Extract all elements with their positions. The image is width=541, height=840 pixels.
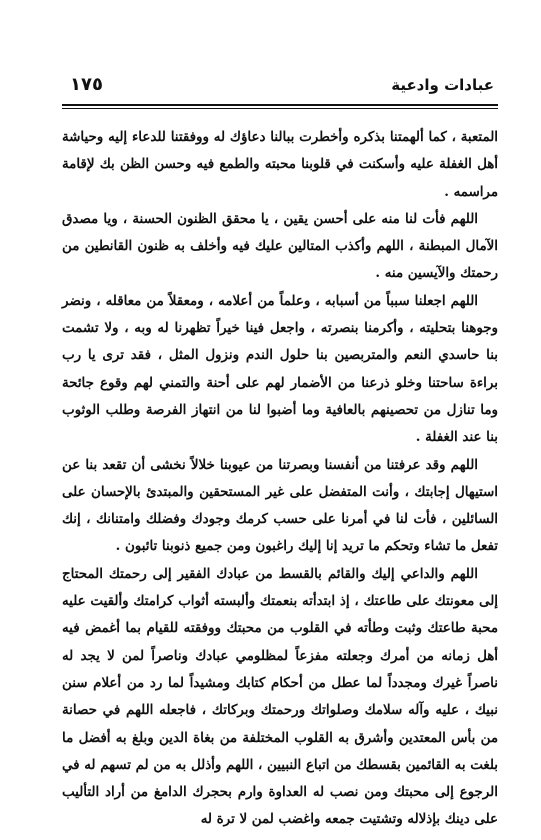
chapter-title: عبادات وادعية [391, 76, 494, 94]
header-rule-thin [62, 108, 498, 109]
paragraph: اللهم فأت لنا منه على أحسن يقين ، يا محقق الظنون الحسنة ، ويا مصدق الآمال المبطنة ، اللهم وأكذب المتالين عليك فيه وأخلف به ظنون القانطين من رحمتك والآيسين منه . [62, 210, 498, 282]
paragraph: اللهم وقد عرفتنا من أنفسنا وبصرتنا من عيوبنا خلالاً نخشى أن تقعد بنا عن استيهال إجابتك ، وأنت المتفضل على غير المستحقين والمبتدئ بالإحسان على السائلين ، فأت لنا في أمرنا على حسب كرمك وجودك وفضلك وامتنانك ، إنك تفعل ما تشاء وتحكم ما تريد إنا إليك راغبون ومن جميع ذنوبنا تائبون . [62, 456, 498, 555]
body-text [62, 124, 498, 834]
paragraph: اللهم اجعلنا سبباً من أسبابه ، وعلماً من أعلامه ، ومعقلاً من معاقله ، ونضر وجوهنا بتحليته ، وأكرمنا بنصرته ، واجعل فينا خيراً تظهرنا له وبه ، ولا تشمت بنا حاسدي النعم والمتربصين بنا حلول الندم ونزول المثل ، فقد ترى يا رب براءة ساحتنا وخلو ذرعنا من الأضمار لهم على أحنة والتمني لهم وقوع جائحة وما تنازل من تحصينهم بالعافية وما أضبوا لنا من انتهاز الفرصة وطلب الوثوب بنا عند الغفلة . [62, 292, 498, 446]
paragraph: المتعبة ، كما ألهمتنا بذكره وأخطرت ببالنا دعاؤك له ووفقتنا للدعاء إليه وحياشة أهل الغفلة عليه وأسكنت في قلوبنا محبته والطمع فيه وحسن الظن بك لإقامة مراسمه . [62, 129, 498, 200]
running-header [62, 72, 498, 106]
page-number: ١٧٥ [70, 74, 103, 95]
paragraph: اللهم والداعي إليك والقائم بالقسط من عبادك الفقير إلى رحمتك المحتاج إلى معونتك على طاعتك ، إذ ابتدأته بنعمتك وألبسته أثواب كرامتك وألقيت عليه محبة طاعتك وثبت وطأته في القلوب من محبتك ووفقته للقيام بما أغمض فيه أهل زمانه من أمرك وجعلته مفزعاً لمظلومي عبادك وناصراً لمن لا يجد له ناصراً غيرك ومجدداً لما عطل من أحكام كتابك ومشيداً لما رد من أعلام سنن نبيك ، عليه وآله سلامك وصلواتك ورحمتك وبركاتك ، فاجعله اللهم في حصانة من بأس المعتدين وأشرق به القلوب المختلفة من بغاة الدين وبلغ به أفضل ما بلغت به القائمين بقسطك من اتباع النبيين ، اللهم وأذلل به من لم تسهم له في الرجوع إلى محبتك ومن نصب له العداوة وارم بحجرك الدامغ من أراد التأليب على دينك بإذلاله وتشتيت جمعه واغضب لمن لا ترة له [62, 565, 498, 828]
header-rule [62, 104, 498, 106]
